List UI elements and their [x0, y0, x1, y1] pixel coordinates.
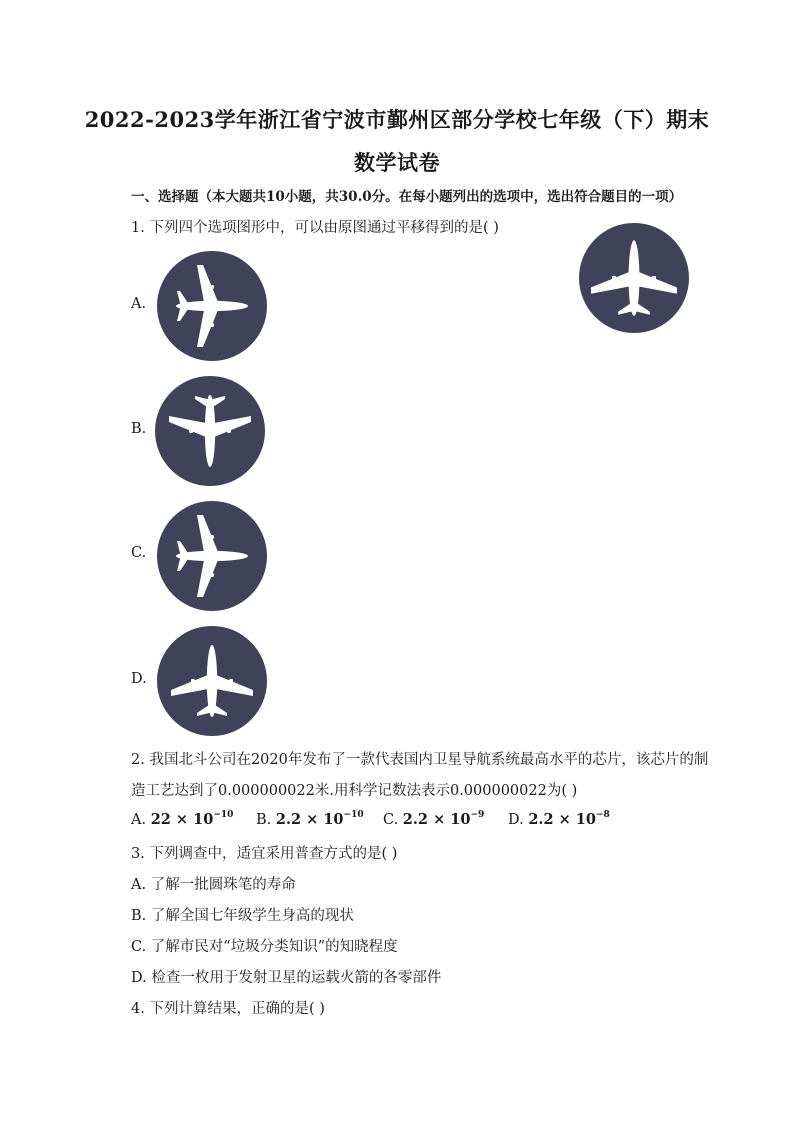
q1-option-a-label: A. — [131, 296, 147, 312]
q2-option-a — [131, 810, 233, 828]
q2-option-b-coef: 2.2 × 10 — [275, 811, 344, 828]
section-header: 一、选择题（本大题共10小题，共30.0分。在每小题列出的选项中，选出符合题目的一项） — [131, 189, 683, 205]
q3-option-c: C. 了解市民对“垃圾分类知识”的知晓程度 — [131, 939, 398, 955]
q3-option-a: A. 了解一批圆珠笔的寿命 — [131, 877, 296, 893]
q2-option-c-coef: 2.2 × 10 — [402, 811, 471, 828]
q2-option-a-label: A. — [131, 812, 147, 828]
document-title-line2: 数学试卷 — [354, 150, 440, 175]
q2-option-d — [508, 810, 610, 828]
q2-option-c — [383, 810, 484, 828]
q2-option-d-exp: −8 — [595, 810, 610, 820]
airplane-icon — [156, 500, 268, 612]
question-4-text: 4. 下列计算结果，正确的是( ) — [131, 1001, 325, 1017]
q2-option-a-coef: 22 × 10 — [150, 811, 214, 828]
q2-option-b — [256, 810, 364, 828]
q2-option-a-exp: −10 — [213, 810, 234, 820]
q2-option-c-exp: −9 — [470, 810, 485, 820]
q1-option-c-label: C. — [131, 545, 147, 561]
airplane-icon — [156, 250, 268, 362]
question-3-text: 3. 下列调查中，适宜采用普查方式的是( ) — [131, 846, 398, 862]
document-title-line1: 2022-2023学年浙江省宁波市鄞州区部分学校七年级（下）期末 — [84, 107, 710, 132]
q3-option-b: B. 了解全国七年级学生身高的现状 — [131, 908, 354, 924]
q2-option-d-coef: 2.2 × 10 — [528, 811, 596, 828]
question-2-line1: 2. 我国北斗公司在2020年发布了一款代表国内卫星导航系统最高水平的芯片，该芯片的制 — [131, 752, 709, 768]
q2-option-c-label: C. — [383, 812, 399, 828]
q2-option-b-exp: −10 — [343, 810, 364, 820]
q1-option-b-label: B. — [131, 421, 147, 437]
question-2-line2: 造工艺达到了0.000000022米.用科学记数法表示0.000000022为( ) — [131, 783, 578, 799]
airplane-icon — [156, 625, 268, 737]
q2-option-d-label: D. — [508, 812, 524, 828]
q2-option-b-label: B. — [256, 812, 272, 828]
airplane-icon — [154, 375, 266, 487]
airplane-icon — [578, 222, 690, 334]
q1-option-d-label: D. — [131, 671, 147, 687]
q3-option-d: D. 检查一枚用于发射卫星的运载火箭的各零部件 — [131, 970, 442, 986]
question-1-text: 1. 下列四个选项图形中，可以由原图通过平移得到的是( ) — [131, 220, 499, 236]
